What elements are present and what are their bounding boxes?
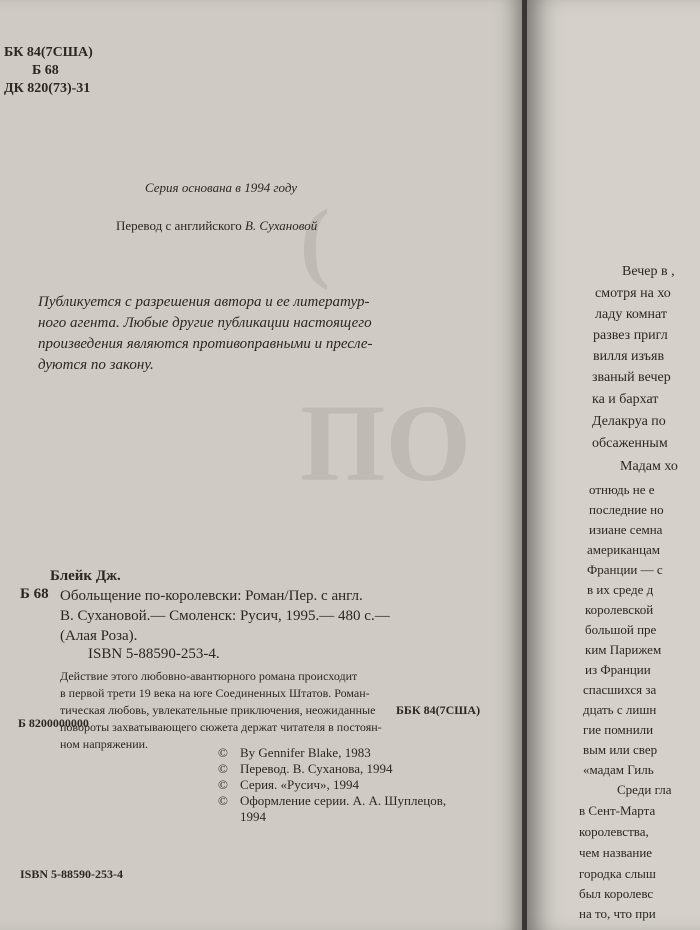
body-text-line: Среди гла bbox=[617, 782, 672, 797]
body-text-line: чем название bbox=[579, 845, 653, 860]
body-text-line: Франции — с bbox=[587, 562, 663, 577]
body-text-line: изиане семна bbox=[589, 522, 663, 537]
body-text-line: гие помнили bbox=[583, 722, 654, 737]
copyright-icon: © bbox=[218, 761, 228, 776]
body-text-line: Делакруа по bbox=[592, 414, 666, 429]
copyright-text: Оформление серии. А. А. Шуплецов, bbox=[240, 793, 447, 808]
annotation bbox=[60, 668, 382, 753]
body-text-line: в их среде д bbox=[587, 582, 654, 597]
body-text-line: ладу комнат bbox=[595, 307, 667, 322]
copyright-continuation: 1994 bbox=[240, 809, 266, 824]
body-text-line: последние но bbox=[589, 502, 664, 517]
copyright-row bbox=[218, 745, 446, 761]
copyright-row bbox=[218, 793, 446, 809]
body-text-line: смотря на хо bbox=[595, 286, 671, 301]
body-text-line: королевства, bbox=[579, 824, 649, 839]
isbn-bottom: ISBN 5-88590-253-4 bbox=[20, 867, 124, 881]
body-text-line: королевской bbox=[585, 602, 654, 617]
body-text-line: званый вечер bbox=[592, 370, 671, 385]
body-text-line: Вечер в , bbox=[622, 264, 675, 279]
annotation-line: в первой трети 19 века на юге Соединенных Штатов. Роман- bbox=[60, 686, 370, 700]
copyright-text: By Gennifer Blake, 1983 bbox=[240, 745, 371, 760]
catalog-entry bbox=[60, 586, 390, 646]
permission-line: Публикуется с разрешения автора и ее литератур- bbox=[38, 294, 370, 310]
annotation-line: повороты захватывающего сюжета держат читателя в постоян- bbox=[60, 720, 382, 734]
body-text-line: из Франции bbox=[585, 662, 651, 677]
catalog-line: (Алая Роза). bbox=[60, 628, 138, 644]
body-text-line: Мадам хо bbox=[620, 459, 678, 474]
bleed-through-mark: ( bbox=[300, 192, 330, 291]
body-text-line: большой пре bbox=[585, 622, 657, 637]
code-number: Б 8200000000 bbox=[18, 716, 89, 730]
author-heading: Блейк Дж. bbox=[50, 568, 121, 584]
bbk-classification bbox=[4, 44, 93, 98]
annotation-line: Действие этого любовно-авантюрного романа происходит bbox=[60, 669, 358, 683]
body-text-line: отнюдь не е bbox=[589, 482, 655, 497]
right-page bbox=[527, 0, 700, 930]
body-text-line: американцам bbox=[587, 542, 661, 557]
body-text-line: ким Парижем bbox=[585, 642, 662, 657]
translation-prefix: Перевод с английского bbox=[116, 218, 245, 233]
copyright-icon: © bbox=[218, 745, 228, 760]
permission-line: дуются по закону. bbox=[38, 357, 154, 373]
copyright-row bbox=[218, 761, 446, 777]
isbn-entry: ISBN 5-88590-253-4. bbox=[88, 646, 220, 662]
body-text-line: ка и бархат bbox=[592, 392, 659, 407]
copyright-icon: © bbox=[218, 793, 228, 808]
catalog-code: Б 68 bbox=[20, 586, 49, 602]
permission-line: ного агента. Любые другие публикации настоящего bbox=[38, 315, 372, 331]
body-text-line: в Сент-Марта bbox=[579, 803, 656, 818]
body-text-line: вилля изъяв bbox=[593, 349, 665, 364]
copyright-text: Серия. «Русич», 1994 bbox=[240, 777, 360, 792]
copyright-icon: © bbox=[218, 777, 228, 792]
body-text-line: развез пригл bbox=[593, 328, 668, 343]
copyright-block bbox=[218, 745, 446, 825]
translation-credit bbox=[116, 218, 317, 234]
bbk-line: БК 84(7США) bbox=[4, 45, 93, 60]
annotation-line: ном напряжении. bbox=[60, 737, 149, 751]
catalog-line: В. Сухановой.— Смоленск: Русич, 1995.— 480 с.— bbox=[60, 608, 390, 624]
body-text-line: обсаженным bbox=[592, 436, 668, 451]
annotation-line: тическая любовь, увлекательные приключения, неожиданные bbox=[60, 703, 376, 717]
bbk-bottom: ББК 84(7США) bbox=[396, 703, 481, 717]
body-text-line: спасшихся за bbox=[583, 682, 657, 697]
body-text-line: вым или свер bbox=[583, 742, 658, 757]
catalog-line: Обольщение по-королевски: Роман/Пер. с англ. bbox=[60, 588, 363, 604]
body-text-line: был королевс bbox=[579, 886, 654, 901]
permission-notice bbox=[38, 292, 470, 376]
udk-line: ДК 820(73)-31 bbox=[4, 81, 91, 96]
body-text-line: «мадам Гиль bbox=[583, 762, 654, 777]
series-founded: Серия основана в 1994 году bbox=[145, 180, 298, 195]
translator-name: В. Сухановой bbox=[244, 218, 318, 233]
copyright-row bbox=[218, 777, 446, 793]
body-text-line: городка слыш bbox=[579, 866, 656, 881]
body-text-line: дцать с лишн bbox=[583, 702, 657, 717]
bleed-through-mark: ПО bbox=[300, 382, 472, 504]
permission-line: произведения являются противоправными и пресле- bbox=[38, 336, 373, 352]
body-text-line: на то, что при bbox=[579, 906, 656, 921]
bbk-line: Б 68 bbox=[32, 63, 59, 78]
copyright-text: Перевод. В. Суханова, 1994 bbox=[240, 761, 393, 776]
